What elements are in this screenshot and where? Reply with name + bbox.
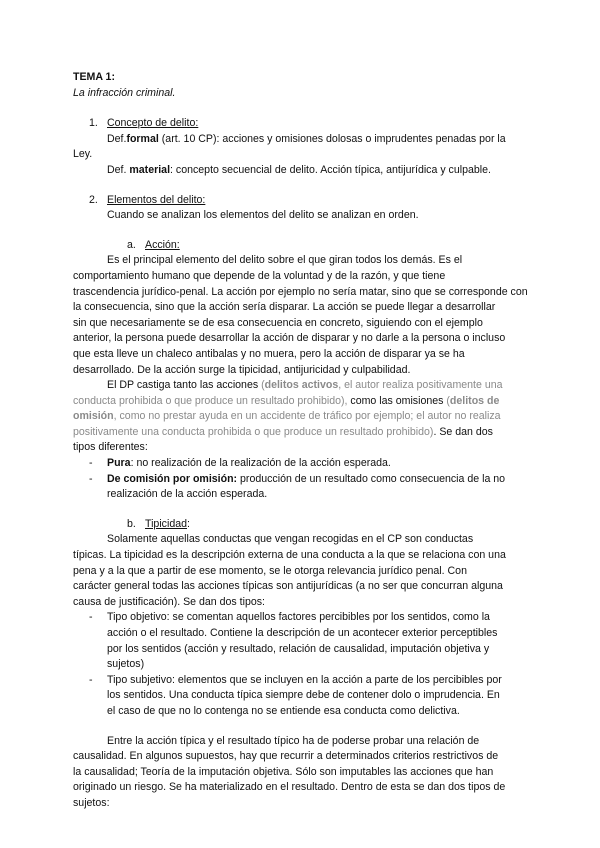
document-page <box>73 70 533 812</box>
material-label: material <box>129 163 171 176</box>
section-1-title: Concepto de delito: <box>107 117 199 130</box>
formal-label: formal <box>126 132 159 145</box>
material-definition: Def. material: concepto secuencial de delito. Acción típica, antijurídica y culpable. <box>107 163 491 176</box>
list-item-comision-por-omision: - De comisión por omisión: producción de un resultado como consecuencia de la no realización de la acción esperada. <box>89 472 506 501</box>
subsection-b-title: Tipicidad <box>145 517 188 530</box>
accion-paragraph-1: Es el principal elemento del delito sobre el que giran todos los demás. Es el comportamiento humano que depende de la voluntad y de la razón, y que tiene trascendencia jurídico-penal. La acción por ejemplo no sería matar, sino que se corresponde con la consecuencia, sino que la acción sería disparar. La acción se puede llegar a desarrollar sin que necesariamente se de esa consecuencia en concreto, siguiendo con el ejemplo anterior, la persona puede desarrollar la acción de disparar y no darle a la persona o incluso que esta lleve un chaleco antibalas y no muera, pero la acción de disparar ya se ha desarrollado. De la acción surge la tipicidad, antijuricidad y culpabilidad. <box>73 254 528 376</box>
subsection-a-title: Acción: <box>145 238 180 251</box>
section-1-number: 1. <box>89 117 98 130</box>
section-1 <box>73 116 533 147</box>
subsection-b-number: b. <box>127 517 136 530</box>
tipicidad-paragraph-2: Entre la acción típica y el resultado típico ha de poderse probar una relación de causalidad. En algunos supuestos, hay que recurrir a determinados criterios restrictivos de la causalidad; Teoría de la imputación objetiva. Sólo son imputables las acciones que han originado un riesgo. Se ha materializado en el resultado. Dentro de esta se dan dos tipos de sujetos: <box>73 734 506 809</box>
formal-definition-cont: Ley. <box>73 148 93 161</box>
accion-paragraph-2: El DP castiga tanto las acciones (delitos activos, el autor realiza positivamente una conducta prohibida o que produce un resultado prohibido), como las omisiones (delitos de omisión, como no prestar ayuda en un accidente de tráfico por ejemplo; el autor no realiza positivamente una conducta prohibida o que produce un resultado prohibido). Se dan dos tipos diferentes: <box>73 379 503 454</box>
tipicidad-paragraph-1: Solamente aquellas conductas que vengan recogidas en el CP son conductas típicas. La tipicidad es la descripción externa de una conducta a la que se relaciona con una pena y a la que a partir de ese momento, se le otorga relevancia jurídico penal. Con carácter general todas las acciones típicas son antijurídicas (a no ser que concurran alguna causa de justificación). Se dan dos tipos: <box>73 533 506 608</box>
section-2 <box>73 193 533 224</box>
section-2-intro: Cuando se analizan los elementos del delito se analizan en orden. <box>107 209 419 222</box>
list-item-tipo-subjetivo: - Tipo subjetivo: elementos que se incluyen en la acción a parte de los percibibles por los sentidos. Una conducta típica siempre debe de contener dolo o imprudencia. En el caso de que no lo contenga no se entiende esa conducta como delictiva. <box>89 673 502 717</box>
formal-definition: Def.formal (art. 10 CP): acciones y omisiones dolosas o imprudentes penadas por la <box>107 132 506 145</box>
list-item-tipo-objetivo: - Tipo objetivo: se comentan aquellos factores percibibles por los sentidos, como la acción o el resultado. Contiene la descripción de un acontecer exterior perceptibles por los sentidos (acción y resultado, relación de causalidad, imputación objetiva y sujetos) <box>89 611 498 671</box>
subsection-b: b. Tipicidad: <box>73 517 533 533</box>
section-2-number: 2. <box>89 193 98 206</box>
delitos-activos-term: delitos activos <box>264 379 339 392</box>
subsection-a-number: a. <box>127 238 136 251</box>
subsection-a <box>73 238 533 254</box>
omision-term: omisión <box>73 410 114 423</box>
chapter-heading: TEMA 1: <box>73 71 115 83</box>
list-item-pura: - Pura: no realización de la realización de la acción esperada. <box>89 457 391 470</box>
section-2-title: Elementos del delito: <box>107 193 206 206</box>
chapter-subtitle: La infracción criminal. <box>73 86 176 99</box>
